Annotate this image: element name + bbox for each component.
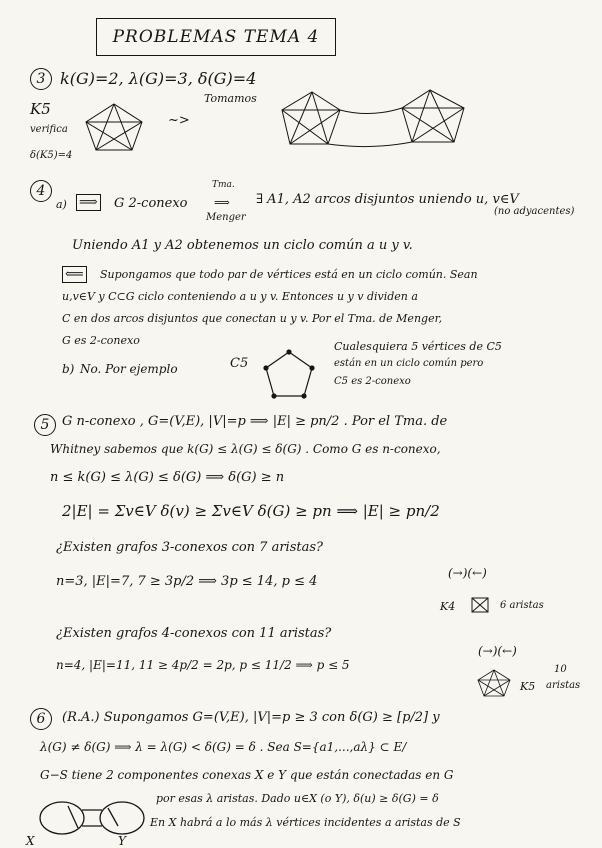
p4-a-line1-rest: ∃ A1, A2 arcos disjuntos uniendo u, v∈V [256, 192, 519, 207]
k5-graph-figure [84, 102, 144, 152]
p3-delta-k5: δ(K5)=4 [30, 150, 73, 161]
p4-b2: u,v∈V y C⊂G ciclo conteniendo a u y v. Entonces u y v dividen a [62, 290, 418, 303]
p3-tomamos: Tomamos [204, 92, 257, 105]
p4-b-label: b) [62, 362, 75, 376]
p3-k5-label: K5 [30, 100, 51, 118]
k5-small-graph-figure [476, 668, 512, 698]
p5-line3: n ≤ k(G) ≤ λ(G) ≤ δ(G) ⟹ δ(G) ≥ n [50, 470, 285, 485]
p5-k4-edges: 6 aristas [500, 600, 544, 611]
p6-line5: En X habrá a lo más λ vértices incidentes a aristas de S [150, 816, 461, 829]
p6-line2: λ(G) ≠ δ(G) ⟹ λ = λ(G) < δ(G) = δ . Sea S={a1,...,aλ} ⊂ E/ [40, 740, 407, 754]
p5-line4: 2|E| = Σv∈V δ(v) ≥ Σv∈V δ(G) ≥ pn ⟹ |E| ≥ pn/2 [62, 502, 440, 520]
p4-b4: G es 2-conexo [62, 334, 140, 347]
p5-question-2: ¿Existen grafos 4-conexos con 11 aristas? [56, 626, 332, 641]
p4-c5-label: C5 [230, 356, 249, 371]
p6-line4: por esas λ aristas. Dado u∈X (o Y), δ(u) ≥ δ(G) = δ [156, 792, 439, 805]
page-title: PROBLEMAS TEMA 4 [96, 18, 336, 56]
p5-question-1-calc: n=3, |E|=7, 7 ≥ 3p/2 ⟹ 3p ≤ 14, p ≤ 4 [56, 574, 318, 589]
p6-line3: G−S tiene 2 componentes conexas X e Y que están conectadas en G [40, 768, 454, 782]
p4-b-text: No. Por ejemplo [80, 362, 178, 376]
p4-a-label: a) [56, 198, 67, 211]
p4-a-line2: Uniendo A1 y A2 obtenemos un ciclo común a u y v. [72, 238, 413, 253]
p5-k4-label: K4 [440, 600, 456, 613]
p4-a-line1: G 2-conexo [114, 196, 188, 211]
p5-question-2-calc: n=4, |E|=11, 11 ≥ 4p/2 = 2p, p ≤ 11/2 ⟹ p ≤ 5 [56, 658, 350, 672]
p4-menger: Menger [206, 212, 246, 223]
problem-6-number: 6 [30, 708, 52, 730]
problem-5-number: 5 [34, 414, 56, 436]
p6-y-label: Y [118, 834, 126, 848]
p5-line1: G n-conexo , G=(V,E), |V|=p ⟹ |E| ≥ pn/2 . Por el Tma. de [62, 414, 448, 429]
notebook-page: PROBLEMAS TEMA 4 3 k(G)=2, λ(G)=3, δ(G)=4 K5 verifica δ(K5)=4 ~> Tomamos 4 a) ⟹ G 2-conexo Tma. ⟹ Menger ∃ A1, A2 arcos disjuntos uniendo u, v∈V (no adyacentes) Uniendo A1 y A2 obtenemos un ciclo común a u y v. ⟸ Supongamos que todo par de vértices está en un ciclo común. Sean u,v∈V y C⊂G ciclo conteniendo a u y v. Entonces u y v dividen a C en dos arcos disjuntos que conectan u y v. Por el Tma. de Menger, G es 2-conexo b) No. Por ejemplo C5 Cualesquiera 5 vértices de C5 están en un ciclo común pero C5 es 2-conexo 5 G n-conexo , G=(V,E), |V|=p ⟹ |E| ≥ pn/2 . Por el Tma. de Whitney sabemos que k(G) ≤ λ(G) ≤ δ(G) . Como G es n-conexo, n ≤ k(G) ≤ λ(G) ≤ δ(G) ⟹ δ(G) ≥ n 2|E| = Σv∈V δ(v) ≥ Σv∈V δ(G) ≥ pn ⟹ |E| ≥ pn/2 ¿Existen grafos 3-conexos con 7 aristas? n=3, |E|=7, 7 ≥ 3p/2 ⟹ 3p ≤ 14, p ≤ 4 (→)(←) K4 6 aristas ¿Existen grafos 4-conexos con 11 aristas? n=4, |E|=11, 11 ≥ 4p/2 = 2p, p ≤ 11/2 ⟹ p ≤ 5 (→)(←) K5 10 aristas 6 (R.A.) Supongamos G=(V,E), |V|=p ≥ 3 con δ(G) ≥ [p/2] y λ(G) ≠ δ(G) ⟹ λ = λ(G) < δ(G) = δ . Sea S={a1,...,aλ} ⊂ E/ G−S tiene 2 componentes conexas X e Y que están conectadas en G por esas λ aristas. Dado u∈X (o Y), δ(u) ≥ δ(G) = δ En X habrá a lo más λ vértices incidentes a aristas de S X Y [0, 0, 602, 848]
p4-backward-box: ⟸ [62, 266, 87, 283]
p4-b1: Supongamos que todo par de vértices está en un ciclo común. Sean [100, 268, 478, 281]
p4-b3: C en dos arcos disjuntos que conectan u y v. Por el Tma. de Menger, [62, 312, 443, 325]
p5-k5-label: K5 [520, 680, 536, 693]
problem-4-number: 4 [30, 180, 52, 202]
p4-c5-note-2: están en un ciclo común pero [334, 358, 484, 369]
problem-3-number: 3 [30, 68, 52, 90]
p5-k5-edges-word: aristas [546, 680, 581, 691]
p5-q2-contradiction: (→)(←) [478, 644, 517, 658]
p6-x-label: X [26, 834, 35, 848]
c5-cycle-figure [264, 350, 314, 398]
p5-question-1: ¿Existen grafos 3-conexos con 7 aristas? [56, 540, 323, 555]
two-k5-joined-figure [280, 88, 470, 152]
p4-tma: Tma. [212, 180, 235, 190]
p6-line1: (R.A.) Supongamos G=(V,E), |V|=p ≥ 3 con δ(G) ≥ [p/2] y [62, 710, 440, 725]
p4-no-adyacentes: (no adyacentes) [494, 206, 575, 217]
p5-line2: Whitney sabemos que k(G) ≤ λ(G) ≤ δ(G) . Como G es n-conexo, [50, 442, 441, 456]
p5-k5-edge-count: 10 [554, 664, 567, 675]
p3-header: k(G)=2, λ(G)=3, δ(G)=4 [60, 69, 257, 88]
p6-components-figure [38, 798, 146, 838]
p4-c5-note-1: Cualesquiera 5 vértices de C5 [334, 340, 502, 353]
p3-arrow: ~> [168, 113, 190, 128]
p5-q1-contradiction: (→)(←) [448, 566, 487, 580]
k4-graph-figure [470, 596, 490, 614]
p4-forward-box: ⟹ [76, 194, 101, 211]
p3-verifica: verifica [30, 124, 68, 135]
p4-c5-note-3: C5 es 2-conexo [334, 376, 411, 387]
